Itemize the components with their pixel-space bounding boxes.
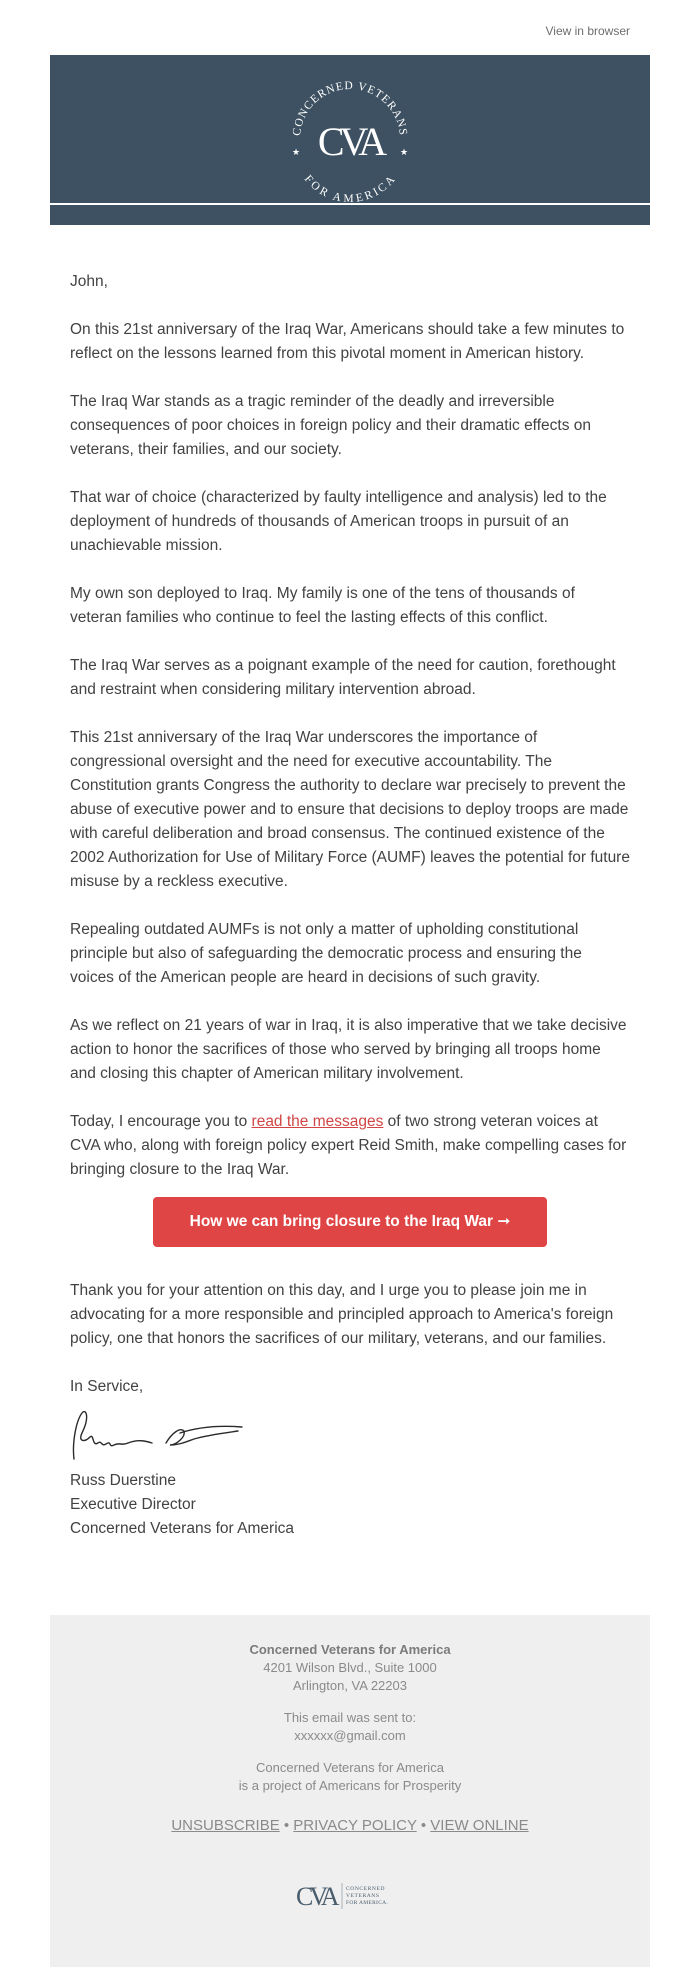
star-icon: ★ (291, 147, 301, 157)
signer-title: Executive Director (70, 1496, 196, 1513)
read-the-messages-link[interactable]: read the messages (251, 1113, 384, 1130)
footer-org-name: Concerned Veterans for America (249, 1642, 451, 1657)
view-in-browser-link[interactable]: View in browser (545, 24, 630, 38)
paragraph: As we reflect on 21 years of war in Iraq, it is also imperative that we take decisive action to honor the sacrifices of those who served by bringing all troops home and closing this chapter of American military involvement. (70, 1017, 627, 1082)
unsubscribe-link[interactable]: UNSUBSCRIBE (171, 1817, 280, 1834)
footer-recipient-email: xxxxxx@gmail.com (294, 1728, 406, 1743)
paragraph: The Iraq War serves as a poignant example of the need for caution, forethought and restraint when considering military intervention abroad. (70, 657, 616, 698)
footer-links (50, 1817, 650, 1835)
footer-address-line-1: 4201 Wilson Blvd., Suite 1000 (263, 1660, 437, 1675)
email-footer (50, 1615, 650, 1967)
top-bar (0, 0, 700, 55)
bring-closure-cta-button[interactable]: How we can bring closure to the Iraq War ➞ (153, 1197, 547, 1247)
footer-address-line-2: Arlington, VA 22203 (293, 1678, 407, 1693)
email-header-banner (50, 55, 650, 225)
footer-cva-logo (294, 1877, 406, 1913)
logo-ring-bottom-text: FOR AMERICA (301, 173, 399, 203)
paragraph-text: Today, I encourage you to (70, 1113, 252, 1130)
footer-project-line-2: is a project of Americans for Prosperity (238, 1778, 462, 1793)
letter-body (70, 270, 630, 1541)
footer-logo-initials: CVA (296, 1882, 336, 1911)
link-separator: • (416, 1817, 431, 1834)
greeting: John, (70, 273, 108, 290)
privacy-policy-link[interactable]: PRIVACY POLICY (293, 1817, 417, 1834)
view-online-link[interactable]: VIEW ONLINE (430, 1817, 529, 1834)
paragraph-with-link (70, 1110, 630, 1182)
footer-project-line-1: Concerned Veterans for America (256, 1760, 444, 1775)
cva-logo (270, 63, 430, 203)
paragraph: Repealing outdated AUMFs is not only a matter of upholding constitutional principle but also of safeguarding the democratic process and ensuring the voices of the American people are heard in decisions of such gravity. (70, 921, 582, 986)
logo-initials: CVA (317, 119, 383, 164)
signoff-block (70, 1375, 630, 1541)
star-icon: ★ (399, 147, 409, 157)
signer-name: Russ Duerstine (70, 1472, 176, 1489)
header-divider (50, 203, 650, 205)
svg-text:FOR AMERICA (302, 173, 399, 203)
signer-organization: Concerned Veterans for America (70, 1520, 295, 1537)
footer-logo-line-1: CONCERNED (346, 1886, 386, 1892)
footer-logo-line-2: VETERANS (346, 1893, 380, 1899)
link-separator: • (279, 1817, 294, 1834)
footer-logo-line-3: FOR AMERICA. (346, 1900, 389, 1906)
paragraph: This 21st anniversary of the Iraq War underscores the importance of congressional oversight and the need for executive accountability. The Constitution grants Congress the authority to declare war precisely to prevent the abuse of executive power and to ensure that decisions to deploy troops are made with careful deliberation and broad consensus. The continued existence of the 2002 Authorization for Use of Military Force (AUMF) leaves the potential for future misuse by a reckless executive. (70, 729, 630, 890)
paragraph: My own son deployed to Iraq. My family is one of the tens of thousands of veteran families who continue to feel the lasting effects of this conflict. (70, 585, 575, 626)
cta-container (70, 1197, 630, 1247)
footer-sent-to-label: This email was sent to: (283, 1710, 417, 1725)
paragraph-text: of two strong veteran voices at CVA who, along with foreign policy expert Reid Smith, make compelling cases for bringing closure to the Iraq War. (70, 1113, 627, 1178)
signoff-text: In Service, (70, 1378, 144, 1395)
paragraph: That war of choice (characterized by faulty intelligence and analysis) led to the deployment of hundreds of thousands of American troops in pursuit of an unachievable mission. (70, 489, 607, 554)
paragraph: The Iraq War stands as a tragic reminder of the deadly and irreversible consequences of poor choices in foreign policy and their dramatic effects on veterans, their families, and our society. (70, 393, 591, 458)
handwritten-signature (68, 1403, 248, 1465)
logo-ring-top-text: CONCERNED VETERANS (290, 79, 409, 137)
paragraph: On this 21st anniversary of the Iraq War, Americans should take a few minutes to reflect on the lessons learned from this pivotal moment in American history. (70, 321, 625, 362)
paragraph: Thank you for your attention on this day, and I urge you to please join me in advocating for a more responsible and principled approach to America's foreign policy, one that honors the sacrifices of our military, veterans, and our families. (70, 1282, 614, 1347)
